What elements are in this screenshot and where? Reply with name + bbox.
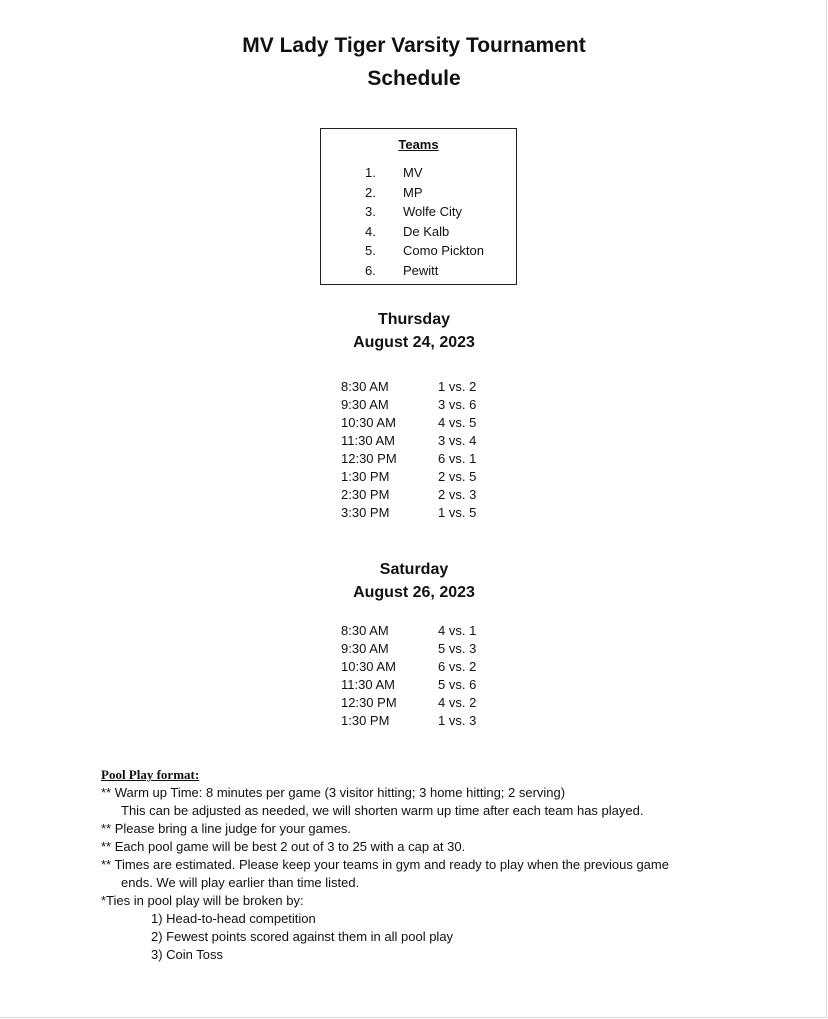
schedule-row (341, 694, 476, 712)
schedule-row (341, 450, 476, 468)
game-time: 12:30 PM (341, 695, 397, 710)
thursday-date-heading: August 24, 2023 (353, 334, 475, 351)
game-time: 10:30 AM (341, 415, 396, 430)
schedule-row (341, 396, 476, 414)
thursday-day-heading: Thursday (377, 311, 450, 328)
schedule-row (341, 504, 476, 522)
team-number: 2. (365, 184, 376, 200)
tiebreak-item: 3) Coin Toss (151, 947, 224, 962)
game-matchup: 1 vs. 3 (438, 713, 477, 728)
note-line: ** Please bring a line judge for your games. (101, 821, 352, 836)
note-line: ** Warm up Time: 8 minutes per game (3 visitor hitting; 3 home hitting; 2 serving) (101, 785, 566, 800)
saturday-day-heading: Saturday (379, 561, 449, 578)
team-name: Pewitt (403, 262, 439, 278)
team-name: MP (403, 184, 423, 200)
tiebreak-item: 2) Fewest points scored against them in all pool play (151, 929, 454, 944)
game-matchup: 6 vs. 2 (438, 659, 477, 674)
game-time: 8:30 AM (341, 623, 389, 638)
team-item (365, 222, 449, 241)
note-line: ends. We will play earlier than time listed. (121, 875, 360, 890)
team-number: 3. (365, 204, 376, 219)
teams-box (320, 128, 517, 285)
team-number: 4. (365, 223, 376, 239)
game-matchup: 3 vs. 6 (438, 397, 477, 412)
team-item (365, 241, 484, 260)
game-matchup: 1 vs. 5 (438, 505, 477, 520)
game-matchup: 4 vs. 2 (438, 695, 477, 710)
schedule-row (341, 712, 476, 730)
document-subtitle: Schedule (367, 67, 461, 90)
game-matchup: 3 vs. 4 (438, 433, 477, 448)
game-time: 11:30 AM (341, 433, 395, 448)
game-time: 12:30 PM (341, 451, 397, 466)
game-time: 3:30 PM (341, 505, 390, 520)
saturday-date-heading: August 26, 2023 (353, 584, 475, 601)
schedule-row (341, 432, 476, 450)
team-name: Como Pickton (403, 243, 484, 258)
game-time: 9:30 AM (341, 641, 389, 656)
note-line: This can be adjusted as needed, we will shorten warm up time after each team has played. (121, 803, 644, 818)
teams-heading: Teams (398, 137, 439, 152)
note-line: ** Each pool game will be best 2 out of 3 to 25 with a cap at 30. (101, 839, 466, 854)
team-name: MV (403, 165, 423, 180)
team-number: 6. (365, 262, 376, 278)
game-time: 1:30 PM (341, 469, 390, 484)
tiebreak-item: 1) Head-to-head competition (151, 911, 316, 926)
game-time: 1:30 PM (341, 713, 390, 728)
pool-play-heading: Pool Play format: (101, 767, 200, 782)
team-item (365, 163, 423, 182)
schedule-row (341, 640, 476, 658)
team-number: 1. (365, 165, 376, 180)
game-matchup: 2 vs. 3 (438, 487, 477, 502)
schedule-row (341, 468, 476, 486)
game-matchup: 1 vs. 2 (438, 379, 477, 394)
schedule-row (341, 658, 476, 676)
game-matchup: 4 vs. 5 (438, 415, 477, 430)
team-name: De Kalb (403, 223, 450, 239)
note-line: ** Times are estimated. Please keep your teams in gym and ready to play when the previous game (101, 857, 669, 872)
game-time: 9:30 AM (341, 397, 389, 412)
schedule-row (341, 414, 476, 432)
team-number: 5. (365, 243, 376, 258)
game-matchup: 2 vs. 5 (438, 469, 477, 484)
schedule-row (341, 378, 476, 396)
game-time: 10:30 AM (341, 659, 396, 674)
schedule-row (341, 486, 476, 504)
game-matchup: 4 vs. 1 (438, 623, 477, 638)
game-matchup: 5 vs. 6 (438, 677, 477, 692)
team-item (365, 202, 462, 221)
game-time: 2:30 PM (341, 487, 390, 502)
schedule-row (341, 676, 476, 694)
game-matchup: 5 vs. 3 (438, 641, 477, 656)
team-name: Wolfe City (403, 204, 462, 219)
team-item (365, 261, 438, 280)
note-line: *Ties in pool play will be broken by: (101, 893, 304, 908)
team-item (365, 183, 423, 202)
schedule-row (341, 622, 476, 640)
document-title: MV Lady Tiger Varsity Tournament (242, 34, 586, 57)
pool-play-notes (101, 766, 801, 964)
game-time: 8:30 AM (341, 379, 389, 394)
game-matchup: 6 vs. 1 (438, 451, 477, 466)
game-time: 11:30 AM (341, 677, 395, 692)
